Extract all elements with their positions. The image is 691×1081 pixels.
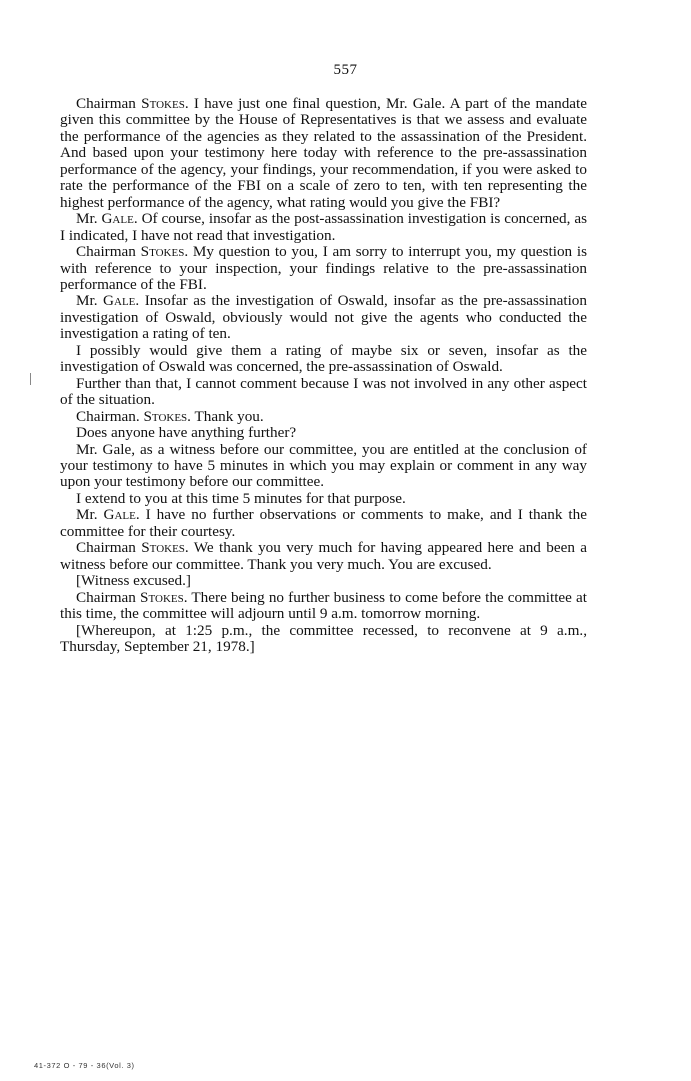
paragraph bbox=[60, 409, 587, 425]
margin-mark bbox=[30, 373, 31, 385]
page-number: 557 bbox=[333, 62, 358, 78]
paragraph bbox=[60, 343, 587, 376]
paragraph-text: There being no further business to come before the committee at this time, the committee will adjourn until 9 a.m. tomorrow morning. bbox=[60, 588, 587, 623]
speaker-title: Chairman bbox=[76, 243, 141, 261]
speaker-name: Stokes. bbox=[141, 95, 189, 112]
paragraph-text: We thank you very much for having appeared here and been a witness before our committee. Thank you very much. You are excused. bbox=[60, 539, 587, 573]
speaker-title: Mr. bbox=[76, 292, 104, 310]
speaker-title: Mr. bbox=[76, 506, 104, 524]
footer-print-code: 41-372 O - 79 - 36(Vol. 3) bbox=[34, 1061, 135, 1070]
speaker-name: Gale. bbox=[103, 292, 140, 310]
paragraph-text: I have just one final question, Mr. Gale. A part of the mandate given this committee by the House of Representatives is that we assess and evaluate the performance of the agencies as they related to the assassination of the President. And based upon your testimony here today with reference to the pre-assassination performance of the agency, your findings, your recommendation, if you were asked to rate the performance of the FBI on a scale of zero to ten, with ten representing the highest performance of the agency, what rating would you give the FBI? bbox=[60, 95, 588, 211]
paragraph bbox=[60, 540, 587, 573]
speaker-name: Stokes. bbox=[143, 407, 191, 425]
paragraph-text: Insofar as the investigation of Oswald, insofar as the pre-assassination investigation of Oswald, obviously would not give the agents who conducted the investigation a rating of ten. bbox=[60, 292, 587, 343]
speaker-name: Stokes. bbox=[141, 539, 189, 557]
speaker-title: Chairman bbox=[76, 588, 141, 606]
paragraph-text: My question to you, I am sorry to interrupt you, my question is with reference to your inspection, your findings relative to the pre-assassination performance of the FBI. bbox=[60, 243, 587, 293]
paragraph-text: I possibly would give them a rating of maybe six or seven, insofar as the investigation of Oswald was concerned, the pre-assassination of Oswald. bbox=[60, 341, 587, 376]
paragraph bbox=[60, 590, 587, 623]
speaker-title: Chairman bbox=[76, 539, 142, 557]
paragraph bbox=[60, 623, 587, 656]
paragraph-text: Does anyone have anything further? bbox=[76, 424, 297, 442]
speaker-name: Stokes. bbox=[140, 243, 189, 261]
paragraph bbox=[60, 96, 587, 211]
speaker-name: Stokes. bbox=[140, 588, 188, 606]
paragraph bbox=[60, 293, 587, 342]
paragraph-text: I have no further observations or comments to make, and I thank the committee for their courtesy. bbox=[60, 506, 587, 540]
paragraph-text: [Witness excused.] bbox=[76, 572, 191, 590]
paragraph-text: Mr. Gale, as a witness before our committee, you are entitled at the conclusion of your testimony to have 5 minutes in which you may explain or comment in any way upon your testimony before our committee. bbox=[60, 440, 587, 491]
paragraph bbox=[60, 573, 587, 589]
transcript-body bbox=[60, 96, 587, 655]
paragraph bbox=[60, 244, 587, 293]
speaker-title: Chairman. bbox=[76, 407, 144, 425]
paragraph bbox=[60, 376, 587, 409]
speaker-name: Gale. bbox=[101, 210, 138, 228]
paragraph bbox=[60, 491, 587, 507]
paragraph-text: Further than that, I cannot comment because I was not involved in any other aspect of the situation. bbox=[60, 374, 587, 409]
paragraph-text: [Whereupon, at 1:25 p.m., the committee recessed, to reconvene at 9 a.m., Thursday, September 21, 1978.] bbox=[60, 621, 587, 655]
speaker-title: Mr. bbox=[76, 210, 102, 228]
speaker-title: Chairman bbox=[76, 95, 142, 112]
paragraph bbox=[60, 507, 587, 540]
speaker-name: Gale. bbox=[103, 506, 140, 524]
paragraph bbox=[60, 425, 587, 441]
paragraph-text: Of course, insofar as the post-assassination investigation is concerned, as I indicated, I have not read that investigation. bbox=[60, 210, 587, 244]
paragraph bbox=[60, 442, 587, 491]
paragraph bbox=[60, 211, 587, 244]
paragraph-text: Thank you. bbox=[190, 407, 264, 425]
paragraph-text: I extend to you at this time 5 minutes for that purpose. bbox=[76, 489, 406, 507]
